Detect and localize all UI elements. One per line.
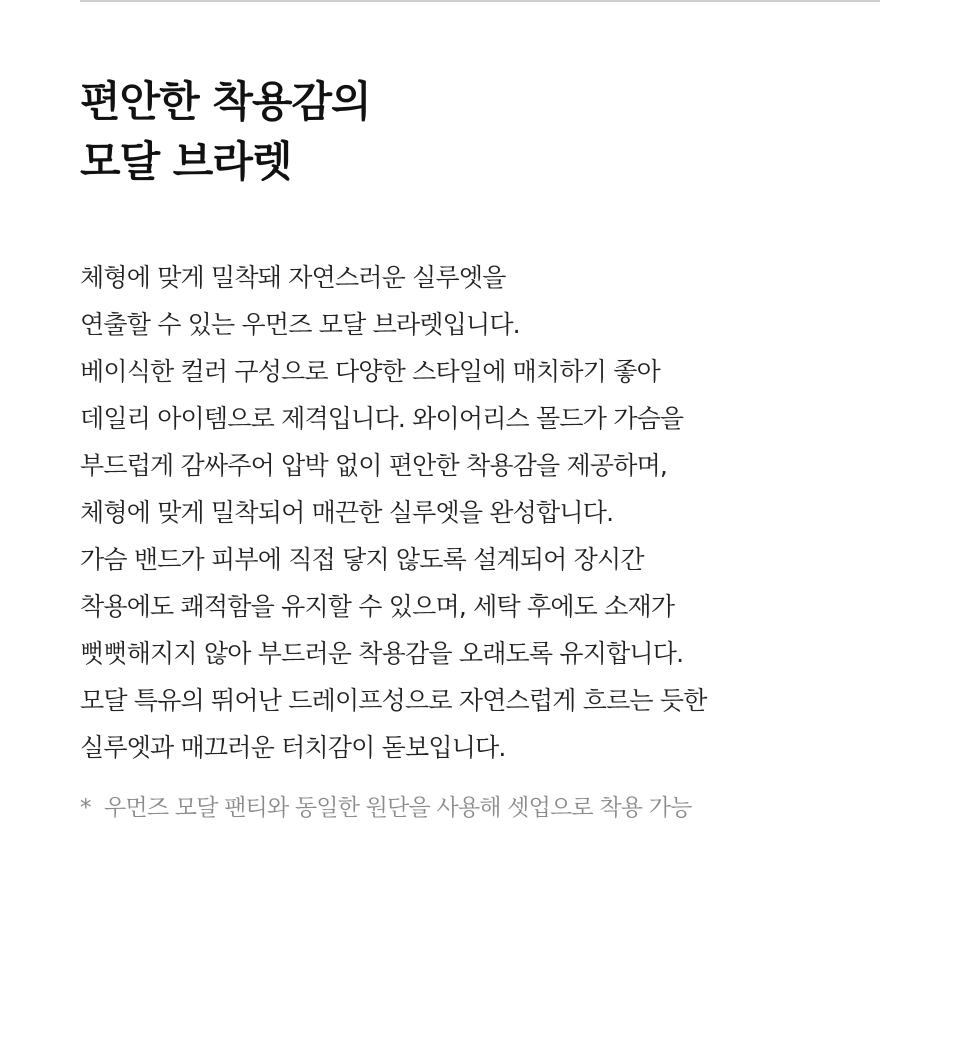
description-line: 뻣뻣해지지 않아 부드러운 착용감을 오래도록 유지합니다. [80,639,684,668]
description-line: 착용에도 쾌적함을 유지할 수 있으며, 세탁 후에도 소재가 [80,592,675,621]
description-line: 모달 특유의 뛰어난 드레이프성으로 자연스럽게 흐르는 듯한 [80,686,707,715]
description-line: 연출할 수 있는 우먼즈 모달 브라렛입니다. [80,310,520,339]
product-headline [80,72,900,192]
headline-line-1: 편안한 착용감의 [80,77,371,126]
headline-line-2: 모달 브라렛 [80,137,292,186]
description-line: 실루엣과 매끄러운 터치감이 돋보입니다. [80,733,506,762]
description-line: 데일리 아이템으로 제격입니다. 와이어리스 몰드가 가슴을 [80,404,684,433]
note-asterisk: * [80,795,91,821]
description-line: 체형에 맞게 밀착되어 매끈한 실루엣을 완성합니다. [80,498,614,527]
description-line: 가슴 밴드가 피부에 직접 닿지 않도록 설계되어 장시간 [80,545,644,574]
description-line: 베이식한 컬러 구성으로 다양한 스타일에 매치하기 좋아 [80,357,660,386]
description-line: 체형에 맞게 밀착돼 자연스러운 실루엣을 [80,263,506,292]
setup-note [80,791,900,825]
description-paragraph [80,254,900,771]
top-divider [80,0,880,2]
note-text: 우먼즈 모달 팬티와 동일한 원단을 사용해 셋업으로 착용 가능 [104,795,692,821]
product-description-section [80,72,900,825]
description-line: 부드럽게 감싸주어 압박 없이 편안한 착용감을 제공하며, [80,451,668,480]
